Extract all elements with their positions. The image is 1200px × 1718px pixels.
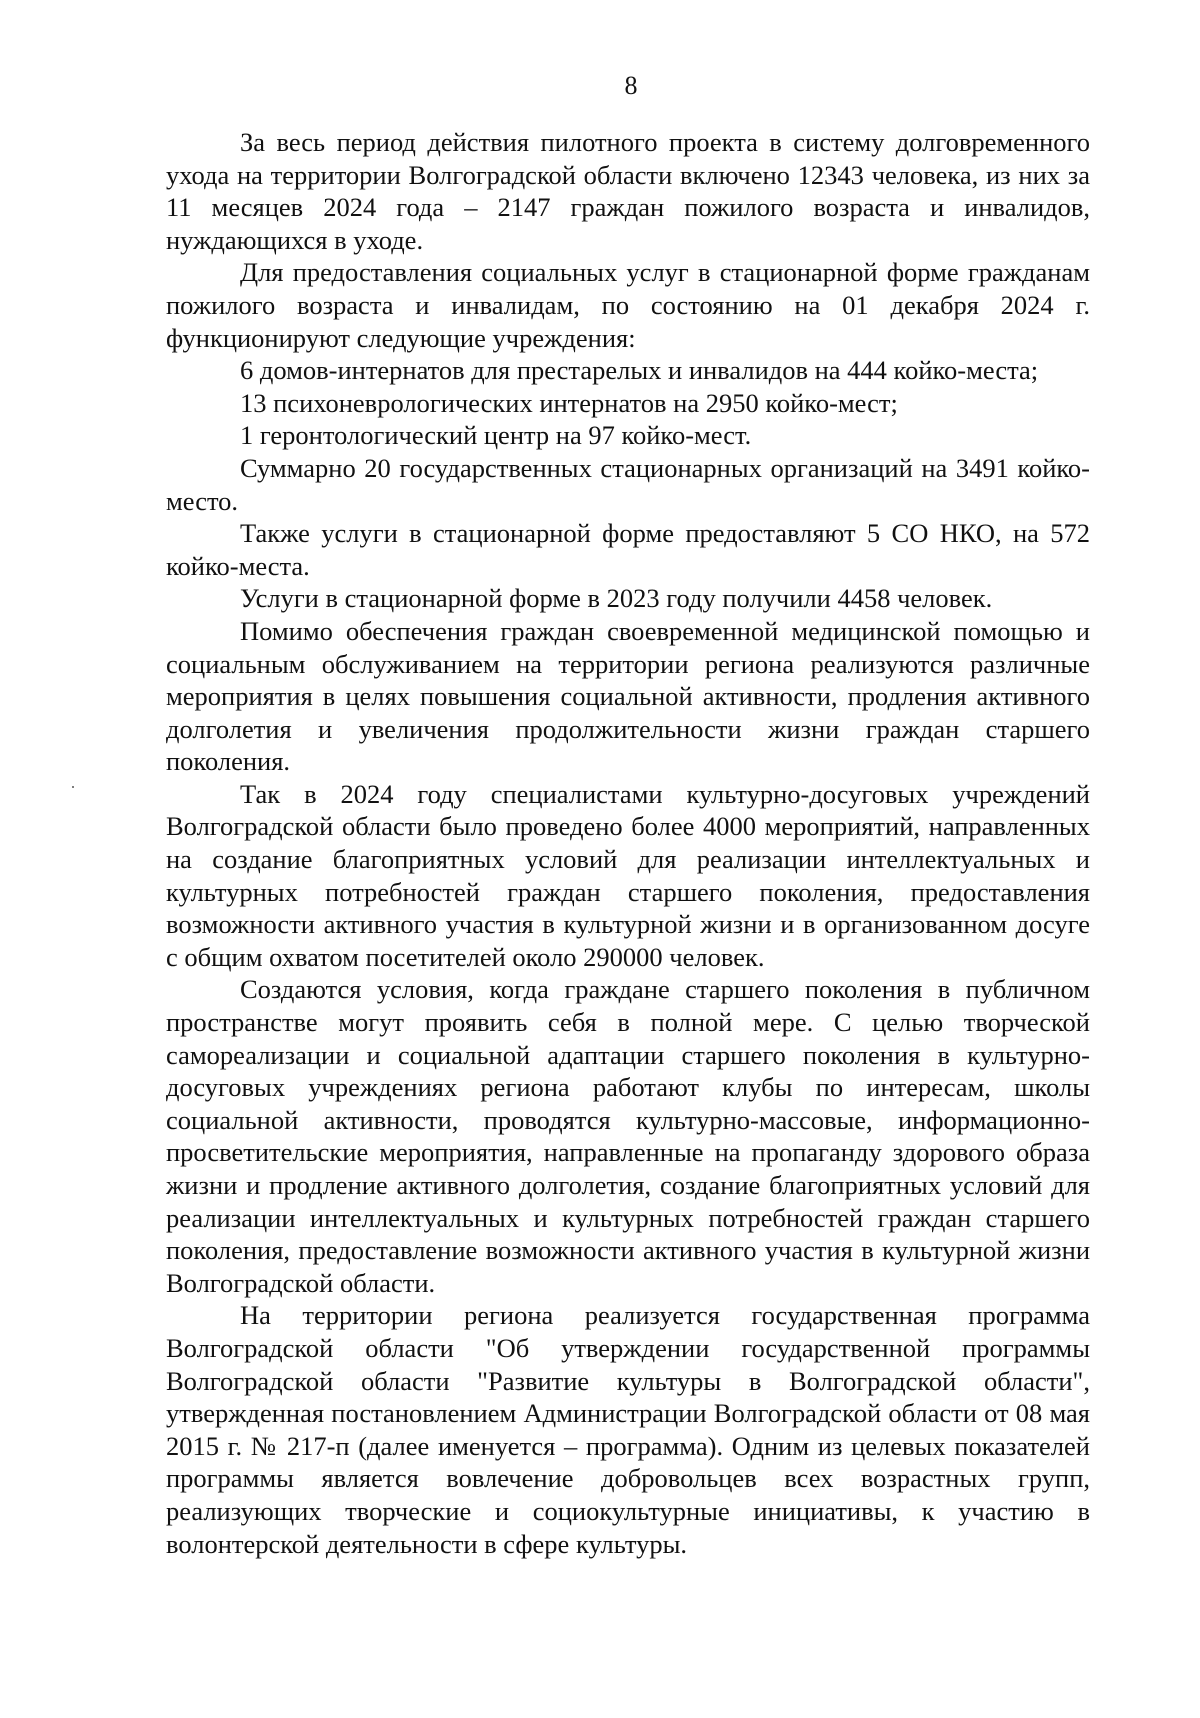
document-body [166,126,1090,1560]
paragraph-nko-services: Также услуги в стационарной форме предоставляют 5 СО НКО, на 572 койко-места. [166,518,1090,581]
page-number: 8 [624,71,638,100]
paragraph-gerontological-center: 1 геронтологический центр на 97 койко-мест. [240,420,752,451]
paragraph-social-activity: Помимо обеспечения граждан своевременной медицинской помощью и социальным обслуживанием на территории региона реализуются различные мероприятия в целях повышения социальной активности, продления активного долголетия и увеличения продолжительности жизни граждан старшего поколения. [166,615,1090,777]
paragraph-state-program: На территории региона реализуется государственная программа Волгоградской области "Об утверждении государственной программы Волгоградской области "Развитие культуры в Волгоградской области", утвержденная постановлением Администрации Волгоградской области от 08 мая 2015 г. № 217-п (далее именуется – программа). Одним из целевых показателей программы является вовлечение добровольцев всех возрастных групп, реализующих творческие и социокультурные инициативы, к участию в волонтерской деятельности в сфере культуры. [166,1300,1090,1559]
paragraph-inpatient-services-intro: Для предоставления социальных услуг в стационарной форме гражданам пожилого возраста и инвалидам, по состоянию на 01 декабря 2024 г. функционируют следующие учреждения: [166,257,1090,353]
paragraph-public-space: Создаются условия, когда граждане старшего поколения в публичном пространстве могут проявить себя в полной мере. С целью творческой самореализации и социальной адаптации старшего поколения в культурно-досуговых учреждениях региона работают клубы по интересам, школы социальной активности, проводятся культурно-массовые, информационно-просветительские мероприятия, направленные на пропаганду здорового образа жизни и продление активного долголетия, создание благоприятных условий для реализации интеллектуальных и культурных потребностей граждан старшего поколения, предоставление возможности активного участия в культурной жизни Волгоградской области. [166,974,1090,1298]
paragraph-cultural-events: Так в 2024 году специалистами культурно-досуговых учреждений Волгоградской области было проведено более 4000 мероприятий, направленных на создание благоприятных условий для реализации интеллектуальных и культурных потребностей граждан старшего поколения, предоставления возможности активного участия в культурной жизни и в организованном досуге с общим охватом посетителей около 290000 человек. [166,778,1090,972]
paragraph-psychoneurological-boarding: 13 психоневрологических интернатов на 2950 койко-мест; [240,387,898,418]
paragraph-total-organizations: Суммарно 20 государственных стационарных организаций на 3491 койко-место. [166,452,1090,516]
paragraph-long-term-care: За весь период действия пилотного проекта в систему долговременного ухода на территории Волгоградской области включено 12343 человека, из них за 11 месяцев 2024 года – 2147 граждан пожилого возраста и инвалидов, нуждающихся в уходе. [166,127,1090,255]
scan-speck [72,786,74,788]
paragraph-services-2023: Услуги в стационарной форме в 2023 году получили 4458 человек. [240,583,993,614]
paragraph-nursing-homes: 6 домов-интернатов для престарелых и инвалидов на 444 койко-места; [240,355,1039,386]
